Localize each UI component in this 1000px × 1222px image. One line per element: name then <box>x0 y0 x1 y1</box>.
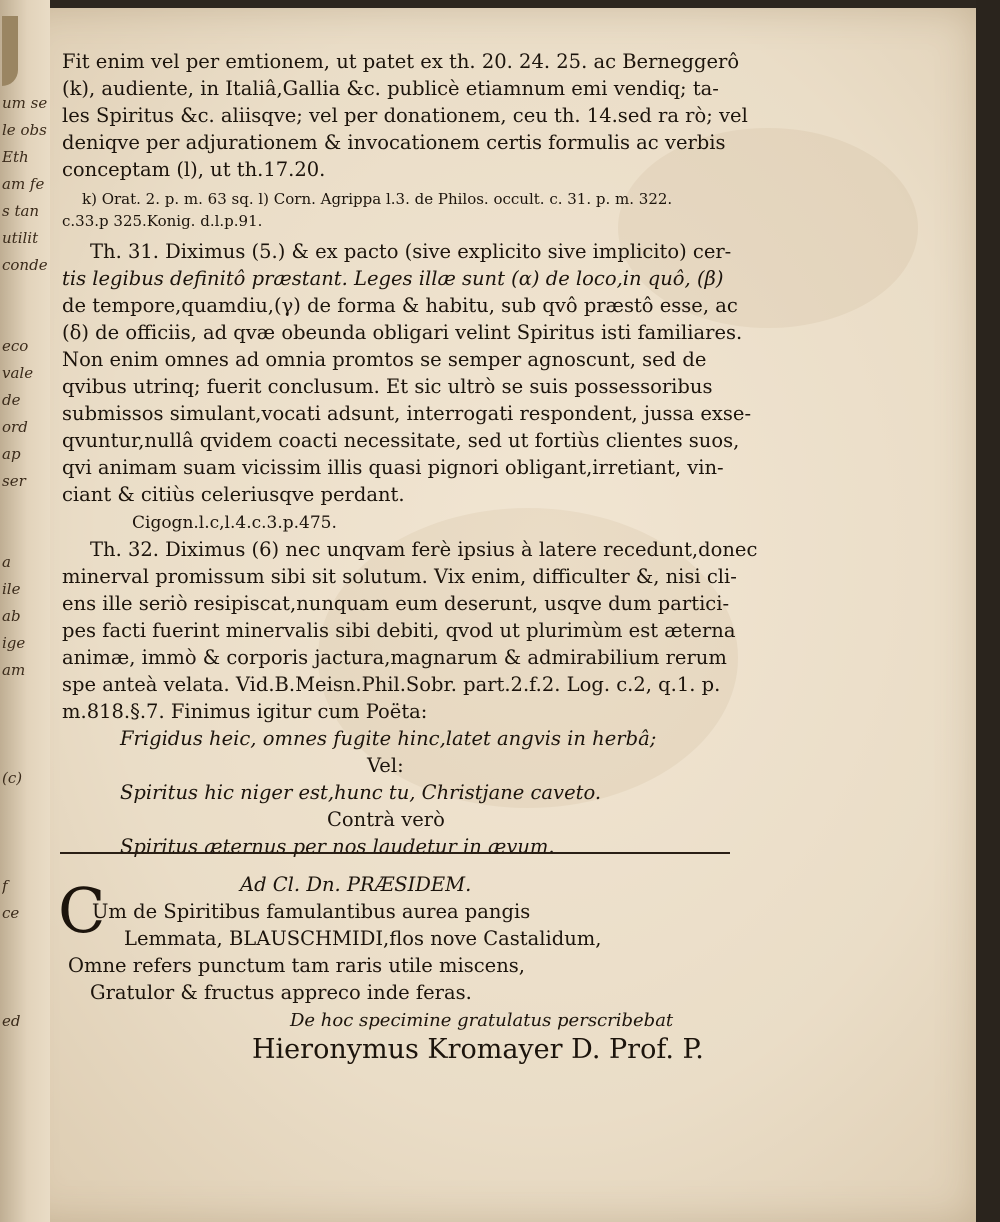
facing-page-margin <box>2 90 48 1035</box>
margin-fragment: eco <box>2 337 29 355</box>
citation: Cigogn.l.c,l.4.c.3.p.475. <box>132 513 337 533</box>
thesis-line: minerval promissum sibi sit solutum. Vix enim, difficulter &, nisi cli- <box>62 565 737 588</box>
scan-right-edge <box>976 0 1000 1222</box>
margin-fragment: ap <box>2 445 21 463</box>
footnote: c.33.p 325.Konig. d.l.p.91. <box>62 212 263 230</box>
margin-fragment <box>2 846 48 873</box>
margin-fragment <box>2 792 48 819</box>
margin-fragment: um se <box>2 94 48 112</box>
margin-fragment: le obs <box>2 121 47 139</box>
page-curl <box>2 16 18 86</box>
signoff: De hoc specimine gratulatus perscribebat <box>290 1010 674 1031</box>
margin-fragment <box>2 522 48 549</box>
poem-line: Lemmata, BLAUSCHMIDI,flos nove Castalidum, <box>124 927 602 950</box>
thesis-line: qvibus utrinq; fuerit conclusum. Et sic ultrò se suis possessoribus <box>62 375 713 398</box>
margin-fragment: ser <box>2 472 26 490</box>
margin-fragment: conde <box>2 256 48 274</box>
margin-fragment: ige <box>2 634 26 652</box>
margin-fragment: s tan <box>2 202 40 220</box>
text-line: deniqve per adjurationem & invocationem certis formulis ac verbis <box>62 131 726 154</box>
verse-line: Spiritus æternus per nos laudetur in ævum. <box>120 835 555 858</box>
margin-fragment: Eth <box>2 148 29 166</box>
thesis-line: m.818.§.7. Finimus igitur cum Poëta: <box>62 700 428 723</box>
thesis-line: spe anteà velata. Vid.B.Meisn.Phil.Sobr. part.2.f.2. Log. c.2, q.1. p. <box>62 673 721 696</box>
margin-fragment: ab <box>2 607 21 625</box>
margin-fragment <box>2 738 48 765</box>
verse-line: Spiritus hic niger est,hunc tu, Christjane caveto. <box>120 781 602 804</box>
margin-fragment: ed <box>2 1012 21 1030</box>
margin-fragment <box>2 927 48 954</box>
thesis-line: qvuntur,nullâ qvidem coacti necessitate, sed ut fortiùs clientes suos, <box>62 429 740 452</box>
margin-fragment: utilit <box>2 229 39 247</box>
text-line: conceptam (l), ut th.17.20. <box>62 158 326 181</box>
thesis-line: qvi animam suam vicissim illis quasi pignori obligant,irretiant, vin- <box>62 456 724 479</box>
margin-fragment: ile <box>2 580 21 598</box>
margin-fragment <box>2 711 48 738</box>
thesis-line: Non enim omnes ad omnia promtos se semper agnoscunt, sed de <box>62 348 707 371</box>
margin-fragment: a <box>2 553 11 571</box>
text-line: Fit enim vel per emtionem, ut patet ex th. 20. 24. 25. ac Berneggerô <box>62 50 740 73</box>
margin-fragment <box>2 279 48 306</box>
thesis-line: animæ, immò & corporis jactura,magnarum & admirabilium rerum <box>62 646 727 669</box>
thesis-line: Th. 31. Diximus (5.) & ex pacto (sive explicito sive implicito) cer- <box>90 240 732 263</box>
dedication-heading: Ad Cl. Dn. PRÆSIDEM. <box>240 873 472 896</box>
margin-fragment: am fe <box>2 175 45 193</box>
margin-fragment: ord <box>2 418 28 436</box>
margin-fragment <box>2 981 48 1008</box>
thesis-line: pes facti fuerint minervalis sibi debiti, qvod ut plurimùm est æterna <box>62 619 736 642</box>
thesis-line: (δ) de officiis, ad qvæ obeunda obligari velint Spiritus isti familiares. <box>62 321 743 344</box>
drop-cap: C <box>58 874 106 947</box>
text-line: (k), audiente, in Italiâ,Gallia &c. publicè etiamnum emi vendiq; ta- <box>62 77 719 100</box>
margin-fragment: am <box>2 661 26 679</box>
verse-line: Frigidus heic, omnes fugite hinc,latet angvis in herbâ; <box>120 727 657 750</box>
margin-fragment <box>2 495 48 522</box>
verse-connector: Contrà verò <box>327 808 445 831</box>
poem-line: Gratulor & fructus appreco inde feras. <box>90 981 472 1004</box>
margin-fragment: de <box>2 391 21 409</box>
poem-line: Omne refers punctum tam raris utile miscens, <box>68 954 525 977</box>
footnote: k) Orat. 2. p. m. 63 sq. l) Corn. Agrippa l.3. de Philos. occult. c. 31. p. m. 322. <box>82 190 673 208</box>
poem-line: Um de Spiritibus famulantibus aurea pangis <box>92 900 531 923</box>
section-divider <box>60 852 730 854</box>
thesis-line: tis legibus definitô præstant. Leges illæ sunt (α) de loco,in quô, (β) <box>62 267 724 290</box>
margin-fragment: vale <box>2 364 34 382</box>
margin-fragment <box>2 954 48 981</box>
margin-fragment <box>2 684 48 711</box>
thesis-line: de tempore,quamdiu,(γ) de forma & habitu, sub qvô præstô esse, ac <box>62 294 738 317</box>
margin-fragment <box>2 306 48 333</box>
text-line: les Spiritus &c. aliisqve; vel per donationem, ceu th. 14.sed ra rò; vel <box>62 104 748 127</box>
thesis-line: Th. 32. Diximus (6) nec unqvam ferè ipsius à latere recedunt,donec <box>90 538 758 561</box>
margin-fragment: f <box>2 877 8 895</box>
thesis-line: ciant & citiùs celeriusqve perdant. <box>62 483 405 506</box>
signature: Hieronymus Kromayer D. Prof. P. <box>252 1034 704 1065</box>
thesis-line: ens ille seriò resipiscat,nunquam eum deserunt, usqve dum partici- <box>62 592 730 615</box>
thesis-line: submissos simulant,vocati adsunt, interrogati respondent, jussa exse- <box>62 402 752 425</box>
margin-fragment: ce <box>2 904 20 922</box>
verse-connector: Vel: <box>367 754 404 777</box>
margin-fragment: (c) <box>2 769 23 787</box>
margin-fragment <box>2 819 48 846</box>
